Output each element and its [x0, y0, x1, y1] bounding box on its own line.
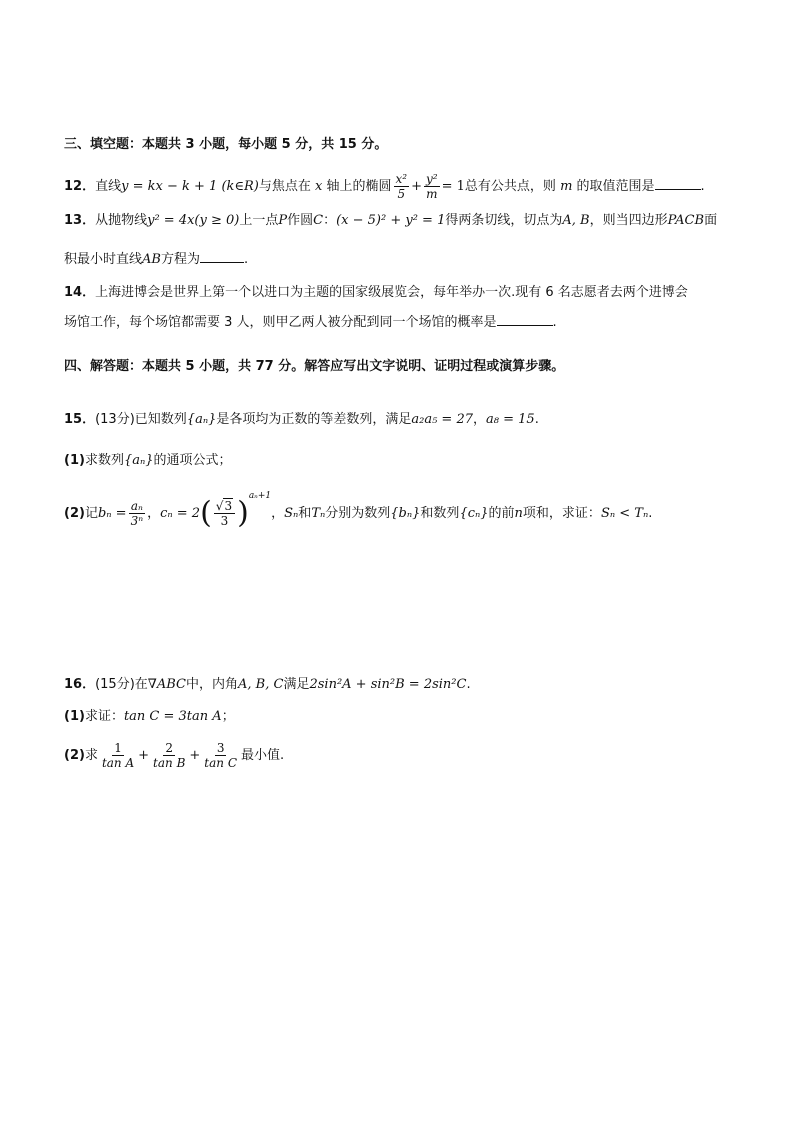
- q15-c-exponent: aₙ+1: [248, 490, 272, 501]
- q13-quad-PACB: PACB: [667, 213, 705, 228]
- q16-part2-text-1: 求: [84, 748, 98, 763]
- q15-c-den: 3: [220, 514, 229, 528]
- q13-circle-C: C: [313, 213, 324, 228]
- q15-seq-a: {aₙ}: [186, 412, 217, 427]
- question-15: [64, 411, 539, 429]
- q12-text-4: 总有公共点，则: [464, 179, 556, 194]
- q15-comma: ，: [473, 412, 487, 427]
- q12-frac2-den: m: [426, 187, 438, 201]
- q13-text-2: 上一点: [239, 213, 279, 228]
- q15-condition-1: a₂a₅ = 27: [411, 412, 473, 427]
- question-14-line-1: [64, 284, 688, 302]
- q16-text-3: 满足: [283, 677, 310, 692]
- q16-text-1: 在: [134, 677, 148, 692]
- q15-part1-text-1: 求数列: [84, 453, 124, 468]
- q14-end: .: [552, 315, 557, 330]
- q16-f1-num: 1: [114, 741, 122, 755]
- q16-part1-equation: tan C = 3tan A: [123, 709, 222, 724]
- q13-line-AB: AB: [142, 252, 161, 267]
- q15-b-den: 3ⁿ: [130, 514, 144, 528]
- q13-answer-blank[interactable]: [200, 250, 244, 263]
- q15-c-fraction: [214, 499, 235, 528]
- q12-text-5: 的取值范围是: [576, 179, 655, 194]
- q16-fraction-3: [202, 741, 239, 770]
- q15-left-paren: (: [200, 495, 212, 531]
- q16-equation: 2sin²A + sin²B = 2sin²C: [309, 677, 467, 692]
- q14-line-1-text: 上海进博会是世界上第一个以进口为主题的国家级展览会，每年举办一次.现有 6 名志愿者去两个进博会: [95, 285, 688, 300]
- q13-text-4: 得两条切线，切点为: [445, 213, 563, 228]
- q12-frac1-num: x²: [395, 172, 408, 186]
- q15-part2-text-7: 项和，求证：: [522, 506, 601, 521]
- q15-score: (13分): [95, 412, 135, 427]
- question-14-line-2: [64, 313, 557, 332]
- q12-equals-one: = 1: [441, 179, 465, 194]
- q15-part2-label: (2): [64, 506, 85, 521]
- q12-var-x: x: [315, 179, 323, 194]
- q13-line2-text-1: 积最小时直线: [64, 252, 143, 267]
- q15-part2-text-5: 和数列: [420, 506, 460, 521]
- q15-b-fraction: [129, 499, 146, 528]
- q15-b-num: aₙ: [130, 499, 143, 513]
- q16-fraction-1: [100, 741, 136, 770]
- q16-part1-label: (1): [64, 709, 85, 724]
- q15-seq-b: {bₙ}: [390, 506, 421, 521]
- q16-angles: A, B, C: [238, 677, 284, 692]
- q15-seq-c: {cₙ}: [459, 506, 489, 521]
- q15-end: .: [534, 412, 539, 427]
- q12-condition: (k∈R): [221, 179, 259, 194]
- q15-part2-text-3: 和: [298, 506, 312, 521]
- q16-f2-den: tan B: [153, 756, 186, 770]
- q13-text-6: 面: [704, 213, 718, 228]
- q15-var-n: n: [514, 506, 523, 521]
- q12-frac1-den: 5: [397, 187, 406, 201]
- question-12: [64, 172, 705, 201]
- q15-b-lhs: bₙ =: [97, 506, 127, 521]
- q14-answer-blank[interactable]: [497, 313, 553, 326]
- q15-text-2: 是各项均为正数的等差数列，满足: [216, 412, 412, 427]
- section-heading-text: 四、解答题：本题共 5 小题，共 77 分。解答应写出文字说明、证明过程或演算步骤。: [64, 359, 565, 374]
- question-15-part-2: (2)记bₙ = $\frac{\text{aₙ}}{\text{3ⁿ}}$ ，cₙ = 2( $\frac{√3}{3}$ )$^{a_n+1}$，Sₙ和Tₙ分别为数列{bₙ}和数列{cₙ}的前n项和，求证：Sₙ < Tₙ.: [64, 490, 653, 531]
- q15-Sn: Sₙ: [284, 506, 299, 521]
- q13-text-3: 作圆: [287, 213, 314, 228]
- q13-circle-equation: (x − 5)² + y² = 1: [336, 213, 446, 228]
- q16-number: 16．: [64, 677, 96, 692]
- q12-text-2: 与焦点在: [258, 179, 311, 194]
- q15-inequality: Sₙ < Tₙ: [600, 506, 649, 521]
- q13-text-5: ，则当四边形: [589, 213, 668, 228]
- q12-var-m: m: [560, 179, 573, 194]
- q15-Tn: Tₙ: [311, 506, 326, 521]
- q12-number: 12．: [64, 179, 96, 194]
- q12-fraction-2: [424, 172, 440, 201]
- q15-part2-text-6: 的前: [488, 506, 515, 521]
- q16-f2-num: 2: [165, 741, 174, 755]
- section-heading-text: 三、填空题：本题共 3 小题，每小题 5 分，共 15 分。: [64, 137, 388, 152]
- q16-f1-den: tan A: [101, 756, 135, 770]
- q15-number: 15．: [64, 412, 96, 427]
- q13-colon: ：: [323, 213, 337, 228]
- q15-text-1: 已知数列: [134, 412, 187, 427]
- q16-text-2: 中，内角: [186, 677, 239, 692]
- q13-points-AB: A, B: [562, 213, 590, 228]
- q14-line-2-text: 场馆工作，每个场馆都需要 3 人，则甲乙两人被分配到同一个场馆的概率是: [64, 315, 497, 330]
- q12-plus: +: [411, 179, 423, 194]
- question-16-part-1: [64, 708, 235, 726]
- q15-part2-text-2: ，: [271, 506, 285, 521]
- section-heading-fill-in: [64, 136, 387, 154]
- q15-c-lhs: cₙ = 2: [160, 506, 201, 521]
- q12-frac2-num: y²: [426, 172, 438, 186]
- q13-point-P: P: [278, 213, 288, 228]
- q16-f3-num: 3: [216, 741, 225, 755]
- q12-text-1: 直线: [95, 179, 122, 194]
- question-16: [64, 676, 471, 694]
- q15-part2-text-4: 分别为数列: [325, 506, 391, 521]
- q15-part1-label: (1): [64, 453, 85, 468]
- q13-text-1: 从抛物线: [95, 213, 148, 228]
- question-16-part-2: (2)求 $\frac{1}{\text{tan A}}$ + $\frac{2}{\text{tan B}}$ + $\frac{3}{\text{tan C}}$ 最小值.: [64, 741, 285, 770]
- q15-end-2: .: [648, 506, 653, 521]
- q12-line-equation: y = kx − k + 1: [121, 179, 218, 194]
- q12-answer-blank[interactable]: [655, 177, 701, 190]
- q16-end: .: [466, 677, 471, 692]
- q16-part2-label: (2): [64, 748, 85, 763]
- q15-c-num: √3: [214, 499, 235, 514]
- q14-number: 14．: [64, 285, 96, 300]
- q16-part2-text-2: 最小值.: [241, 748, 285, 763]
- q15-c-root: 3: [224, 499, 233, 513]
- q13-end: .: [243, 252, 249, 267]
- q13-line2-text-2: 方程为: [160, 252, 200, 267]
- section-heading-solutions: [64, 358, 564, 376]
- q16-part1-text-1: 求证：: [84, 709, 124, 724]
- q15-part1-text-2: 的通项公式；: [153, 453, 232, 468]
- question-13-line-2: [64, 250, 248, 269]
- q12-text-3: 轴上的椭圆: [326, 179, 392, 194]
- question-15-part-1: [64, 452, 232, 470]
- q15-part1-seq: {aₙ}: [123, 453, 154, 468]
- q13-number: 13．: [64, 213, 96, 228]
- q16-fraction-2: [151, 741, 187, 770]
- q15-condition-2: a₈ = 15: [486, 412, 535, 427]
- q15-part2-text-1: 记: [84, 506, 98, 521]
- q16-part1-end: ；: [221, 709, 235, 724]
- q12-fraction-1: [394, 172, 410, 201]
- q13-parabola: y² = 4x(y ≥ 0): [147, 213, 240, 228]
- q16-f3-den: tan C: [204, 756, 237, 770]
- question-13-line-1: [64, 212, 717, 230]
- q16-triangle: ∇ABC: [147, 677, 187, 692]
- q15-right-paren: ): [237, 495, 249, 531]
- q16-score: (15分): [95, 677, 135, 692]
- q12-end: .: [700, 179, 705, 194]
